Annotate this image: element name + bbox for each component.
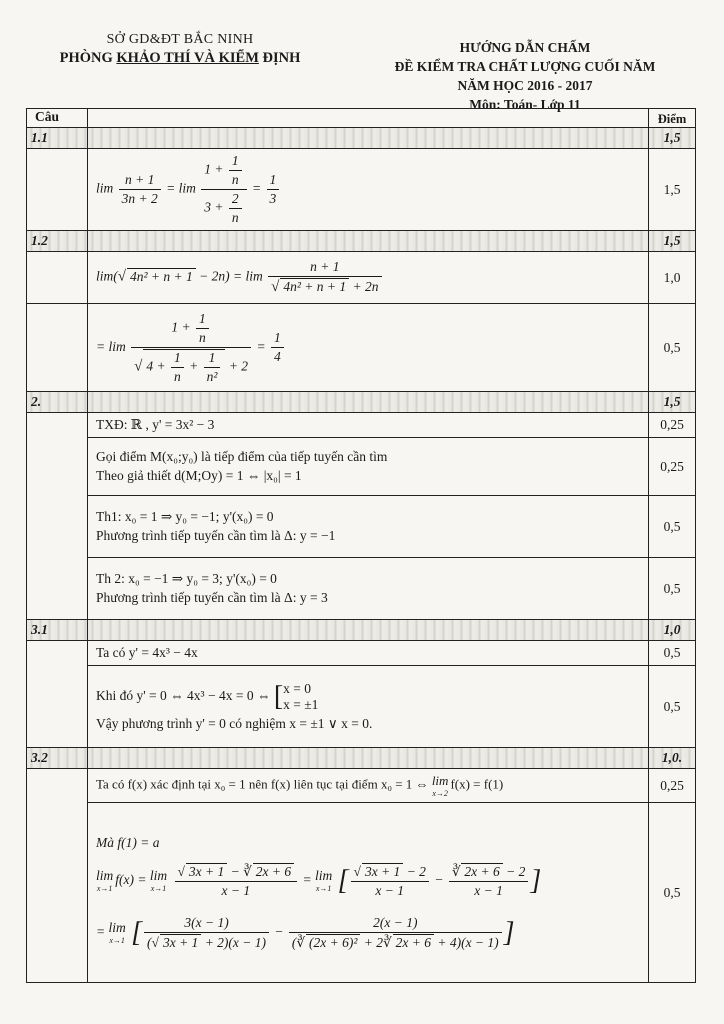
table-row: Ta có y' = 4x³ − 4x 0,5	[27, 641, 696, 666]
header-right	[360, 38, 690, 114]
table-row: TXĐ: ℝ , y' = 3x² − 3 0,25	[27, 413, 696, 438]
section-2: 2. 1,5	[27, 392, 696, 413]
formula-1-1: lim $\frac{n + 1}{3n + 2}$ = lim 1 + $\frac{1}{n}$ 3 + $\frac{2}{n}$ = $\frac{1}{3}$	[88, 149, 649, 231]
continuity-text: Ta có f(x) xác định tại x₀ = 1 nên f(x) liên tục tại điểm x₀ = 1 ⇔	[96, 776, 429, 792]
domain-text: TXĐ: ℝ , y' = 3x² − 3	[88, 413, 649, 438]
case-2-equation: Phương trình tiếp tuyến cần tìm là Δ: y = 3	[96, 590, 328, 605]
limit-formula-2: = lim x→1 [ $\frac{3(x - 1)}{(√ 3x + 1 + 2)(x - 1)}$ − $\frac{2(x - 1)}{\text{(∛ (2x + 6)² + 2∛ 2x + 6 + 4)(x − 1)}}$ ]	[96, 914, 515, 950]
table-row: Ta có f(x) xác định tại x₀ = 1 nên f(x) liên tục tại điểm x₀ = 1 ⇔ lim x→2 f(x) = f(1) 0,25	[27, 769, 696, 803]
section-1-2: 1.2 1,5	[27, 231, 696, 252]
case-1-text: Th1: x₀ = 1 ⇒ y₀ = −1; y'(x₀) = 0	[96, 509, 274, 524]
table-row: Khi đó y' = 0 ⇔ 4x³ − 4x = 0 ⇔ [ x = 0 x = ±1 Vậy phương trình y' = 0 có nghiệm x = ±1 ∨ x = 0. 0,5	[27, 666, 696, 748]
office-name: PHÒNG KHẢO THÍ VÀ KIỂM ĐỊNH	[59, 50, 301, 66]
table-row: Gọi điểm M(x₀;y₀) là tiếp điểm của tiếp tuyến cần tìm Theo giả thiết d(M;Oy) = 1 ⇔ |x₀| = 1 0,25	[27, 438, 696, 496]
table-header	[27, 109, 696, 128]
table-row: Mà f(1) = a lim x→1 f(x) = lim x→1 $\frac{√ 3x + 1 - ∛ 2x + 6}{x - 1}$ = lim x→1 [ $\frac{√ 3x + 1 - 2}{x - 1}$ − $\frac{∛ 2x + 6 - 2}{x - 1}$ ] = lim x→1 [ $\frac{3(x - 1)}{(√ 3x + 1 + 2)(x - 1)}$ − $\frac{2(x - 1)}{\text{(∛ (2x + 6)² + 2∛ 2x + 6 + 4)(x − 1)}}$ ] 0,5	[27, 803, 696, 983]
table-row: Th1: x₀ = 1 ⇒ y₀ = −1; y'(x₀) = 0 Phương trình tiếp tuyến cần tìm là Δ: y = −1 0,5	[27, 496, 696, 558]
table-row: = lim 1 + $\frac{1}{n}$ √ 4 + $\frac{1}{n}$ + $\frac{1}{\text{n²}}$ + 2 = $\frac{1}{4}$ 0,5	[27, 304, 696, 392]
table-row: lim $\frac{n + 1}{3n + 2}$ = lim 1 + $\frac{1}{n}$ 3 + $\frac{2}{n}$ = $\frac{1}{3}$ 1,5	[27, 149, 696, 231]
subject: Môn: Toán- Lớp 11	[469, 97, 581, 112]
table-row: lim(√ 4n² + n + 1 − 2n) = lim $\frac{n + 1}{\text{√ 4n² + n + 1 + 2n}}$ 1,0	[27, 252, 696, 304]
section-3-1: 3.1 1,0	[27, 620, 696, 641]
limit-formula-1: lim x→1 f(x) = lim x→1 $\frac{√ 3x + 1 - ∛ 2x + 6}{x - 1}$ = lim x→1 [ $\frac{√ 3x + 1 - 2}{x - 1}$ − $\frac{∛ 2x + 6 - 2}{x - 1}$ ]	[96, 863, 542, 898]
case-2-text: Th 2: x₀ = −1 ⇒ y₀ = 3; y'(x₀) = 0	[96, 571, 277, 586]
value-text: Mà f(1) = a	[96, 834, 160, 850]
formula-1-2b: = lim 1 + $\frac{1}{n}$ √ 4 + $\frac{1}{n}$ + $\frac{1}{\text{n²}}$ + 2 = $\frac{1}{4}$	[88, 304, 649, 392]
tangent-point-text: Gọi điểm M(x₀;y₀) là tiếp điểm của tiếp tuyến cần tìm	[96, 449, 388, 464]
case-1-equation: Phương trình tiếp tuyến cần tìm là Δ: y = −1	[96, 528, 336, 543]
header-left	[40, 32, 320, 67]
col-question: Câu	[27, 109, 88, 128]
school-year: NĂM HỌC 2016 - 2017	[457, 78, 593, 93]
section-1-1: 1.1 1,5	[27, 128, 696, 149]
conclusion-text: Vậy phương trình y' = 0 có nghiệm x = ±1 ∨ x = 0.	[96, 716, 373, 731]
formula-1-2a: lim(√ 4n² + n + 1 − 2n) = lim $\frac{n + 1}{\text{√ 4n² + n + 1 + 2n}}$	[88, 252, 649, 304]
derivative-text: Ta có y' = 4x³ − 4x	[88, 641, 649, 666]
hypothesis-text: Theo giả thiết d(M;Oy) = 1 ⇔ |x₀| = 1	[96, 468, 302, 483]
solve-text: Khi đó y' = 0 ⇔ 4x³ − 4x = 0 ⇔	[96, 688, 271, 704]
doc-title: HƯỚNG DẪN CHẤM	[459, 40, 591, 55]
department-name: SỞ GD&ĐT BẮC NINH	[106, 32, 254, 47]
table-row: Th 2: x₀ = −1 ⇒ y₀ = 3; y'(x₀) = 0 Phương trình tiếp tuyến cần tìm là Δ: y = 3 0,5	[27, 558, 696, 620]
grading-table	[26, 108, 696, 983]
section-3-2: 3.2 1,0.	[27, 748, 696, 769]
col-score: Điểm	[649, 109, 696, 128]
exam-title: ĐỀ KIỂM TRA CHẤT LƯỢNG CUỐI NĂM	[394, 59, 656, 74]
